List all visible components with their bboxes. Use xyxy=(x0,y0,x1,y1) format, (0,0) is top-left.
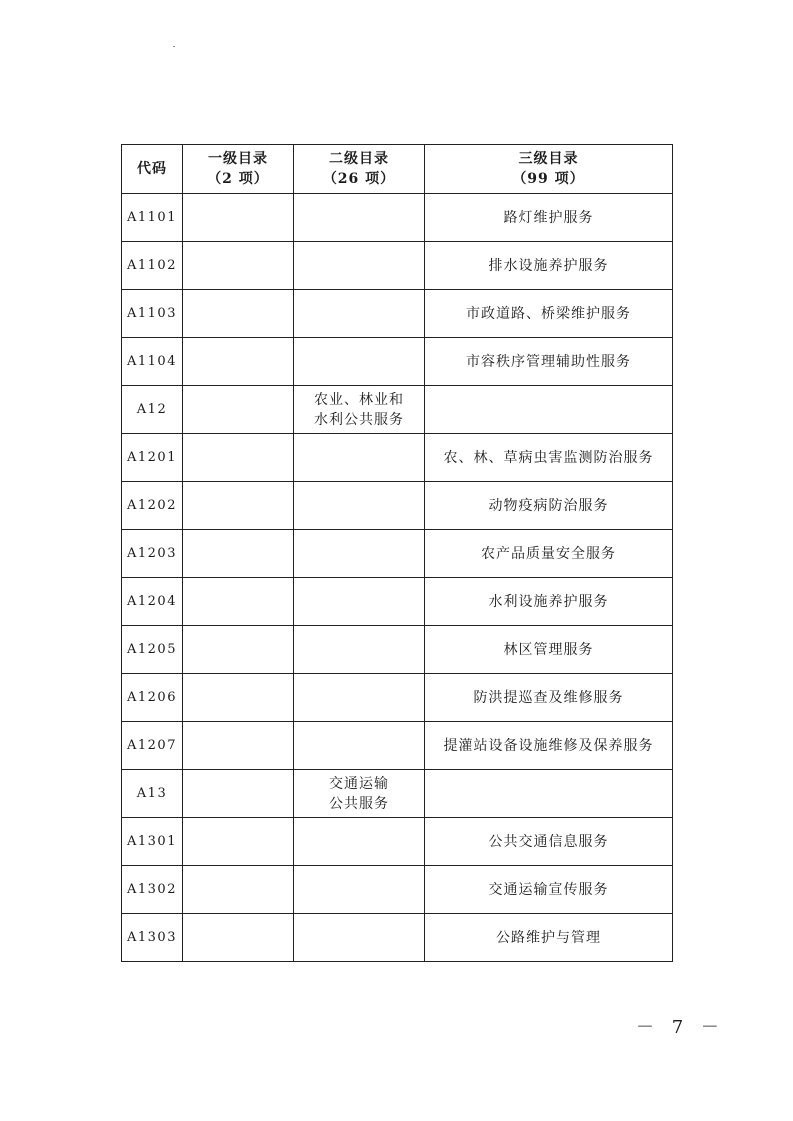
table-row xyxy=(122,482,673,530)
table-row xyxy=(122,818,673,866)
cell-level3: 提灌站设备设施维修及保养服务 xyxy=(425,722,673,770)
table-row xyxy=(122,866,673,914)
table-row xyxy=(122,674,673,722)
header-level2 xyxy=(294,145,425,194)
table-row xyxy=(122,338,673,386)
cell-code: A1204 xyxy=(122,578,183,626)
cell-level2 xyxy=(294,434,425,482)
table-row xyxy=(122,626,673,674)
cell-code: A1201 xyxy=(122,434,183,482)
cell-level3: 农、林、草病虫害监测防治服务 xyxy=(425,434,673,482)
cell-level2 xyxy=(294,482,425,530)
cell-level3: 排水设施养护服务 xyxy=(425,242,673,290)
cell-level1 xyxy=(183,722,294,770)
table-row xyxy=(122,194,673,242)
table-row xyxy=(122,722,673,770)
cell-code: A12 xyxy=(122,386,183,434)
table-row xyxy=(122,578,673,626)
table-body xyxy=(122,194,673,962)
cell-code: A13 xyxy=(122,770,183,818)
header-level3-label: 三级目录 xyxy=(518,151,579,167)
cell-level3: 水利设施养护服务 xyxy=(425,578,673,626)
header-level3-count: （99 项） xyxy=(512,171,585,187)
cell-code: A1101 xyxy=(122,194,183,242)
cell-level3 xyxy=(425,770,673,818)
cell-code: A1104 xyxy=(122,338,183,386)
cell-level2-line: 交通运输 xyxy=(329,775,389,792)
cell-level2 xyxy=(294,386,425,434)
cell-code: A1207 xyxy=(122,722,183,770)
table-row xyxy=(122,290,673,338)
cell-level1 xyxy=(183,242,294,290)
cell-level3 xyxy=(425,386,673,434)
cell-level1 xyxy=(183,818,294,866)
cell-code: A1206 xyxy=(122,674,183,722)
cell-level2 xyxy=(294,914,425,962)
table-header xyxy=(122,145,673,194)
header-level3 xyxy=(425,145,673,194)
header-level1 xyxy=(183,145,294,194)
header-row xyxy=(122,145,673,194)
table-row xyxy=(122,914,673,962)
header-level2-count: （26 项） xyxy=(322,171,396,187)
cell-level1 xyxy=(183,386,294,434)
cell-code: A1302 xyxy=(122,866,183,914)
cell-level1 xyxy=(183,674,294,722)
cell-code: A1205 xyxy=(122,626,183,674)
table-row xyxy=(122,434,673,482)
cell-level2 xyxy=(294,818,425,866)
cell-level2 xyxy=(294,290,425,338)
cell-level1 xyxy=(183,770,294,818)
cell-level1 xyxy=(183,290,294,338)
cell-code: A1301 xyxy=(122,818,183,866)
cell-level1 xyxy=(183,866,294,914)
cell-code: A1103 xyxy=(122,290,183,338)
table-row xyxy=(122,770,673,818)
table-row xyxy=(122,530,673,578)
header-level2-label: 二级目录 xyxy=(329,151,389,167)
cell-level1 xyxy=(183,626,294,674)
cell-level2-line: 公共服务 xyxy=(329,795,389,812)
cell-level3: 交通运输宣传服务 xyxy=(425,866,673,914)
cell-level1 xyxy=(183,338,294,386)
cell-code: A1303 xyxy=(122,914,183,962)
cell-level2 xyxy=(294,722,425,770)
cell-code: A1203 xyxy=(122,530,183,578)
table-row xyxy=(122,386,673,434)
cell-code: A1202 xyxy=(122,482,183,530)
cell-level1 xyxy=(183,434,294,482)
cell-level3: 公路维护与管理 xyxy=(425,914,673,962)
cell-code: A1102 xyxy=(122,242,183,290)
cell-level2 xyxy=(294,194,425,242)
cell-level1 xyxy=(183,194,294,242)
page-number: － 7 － xyxy=(636,1017,725,1038)
table-row xyxy=(122,242,673,290)
cell-level3: 市政道路、桥梁维护服务 xyxy=(425,290,673,338)
header-level1-count: （2 项） xyxy=(207,171,269,187)
cell-level1 xyxy=(183,530,294,578)
cell-level2 xyxy=(294,626,425,674)
cell-level3: 动物疫病防治服务 xyxy=(425,482,673,530)
cell-level3: 防洪提巡查及维修服务 xyxy=(425,674,673,722)
cell-level3: 公共交通信息服务 xyxy=(425,818,673,866)
cell-level2 xyxy=(294,338,425,386)
cell-level2-line: 农业、林业和 xyxy=(314,391,404,408)
cell-level1 xyxy=(183,914,294,962)
header-code-label: 代码 xyxy=(137,161,167,177)
header-code xyxy=(122,145,183,194)
cell-level1 xyxy=(183,578,294,626)
header-level1-label: 一级目录 xyxy=(208,151,268,167)
cell-level2 xyxy=(294,242,425,290)
scan-speck xyxy=(173,46,175,47)
cell-level3: 农产品质量安全服务 xyxy=(425,530,673,578)
cell-level2 xyxy=(294,866,425,914)
cell-level2 xyxy=(294,578,425,626)
cell-level3: 路灯维护服务 xyxy=(425,194,673,242)
cell-level2 xyxy=(294,770,425,818)
cell-level1 xyxy=(183,482,294,530)
cell-level2 xyxy=(294,674,425,722)
cell-level3: 林区管理服务 xyxy=(425,626,673,674)
cell-level2-line: 水利公共服务 xyxy=(314,411,404,428)
catalog-table xyxy=(121,144,673,962)
cell-level3: 市容秩序管理辅助性服务 xyxy=(425,338,673,386)
cell-level2 xyxy=(294,530,425,578)
